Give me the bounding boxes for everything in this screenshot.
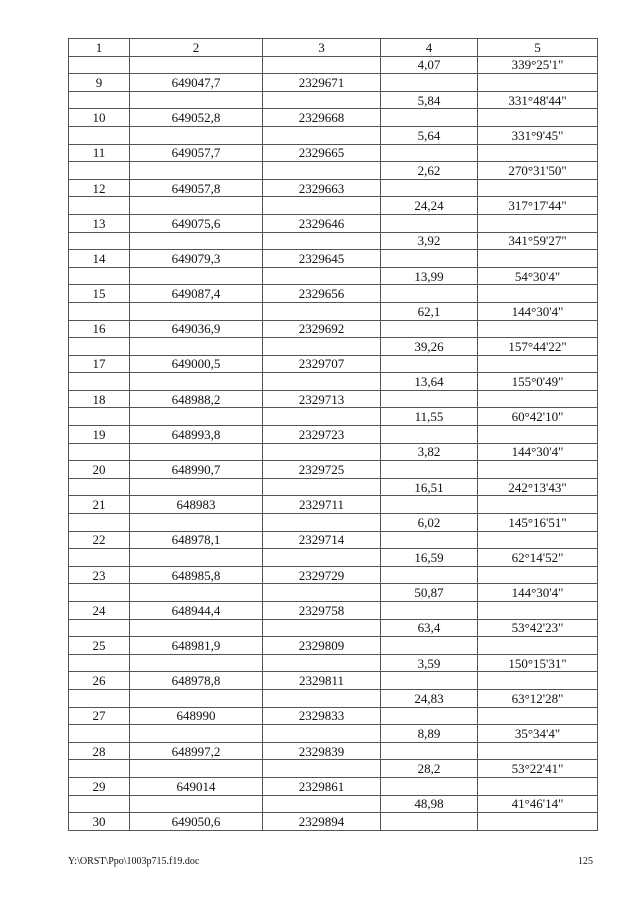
distance-cell: 5,64 <box>381 126 478 144</box>
y-coordinate-cell <box>263 654 381 672</box>
y-coordinate-cell <box>263 197 381 215</box>
bearing-cell <box>478 461 598 479</box>
table-row <box>69 637 598 655</box>
table-row <box>69 56 598 74</box>
distance-cell <box>381 496 478 514</box>
point-number-cell: 15 <box>69 285 130 303</box>
point-number-cell: 25 <box>69 637 130 655</box>
point-number-cell: 10 <box>69 109 130 127</box>
bearing-cell: 53°42'23" <box>478 619 598 637</box>
table-row <box>69 672 598 690</box>
y-coordinate-cell: 2329656 <box>263 285 381 303</box>
bearing-cell <box>478 74 598 92</box>
x-coordinate-cell: 648990 <box>130 707 263 725</box>
distance-cell: 50,87 <box>381 584 478 602</box>
bearing-cell: 270°31'50" <box>478 162 598 180</box>
x-coordinate-cell <box>130 126 263 144</box>
point-number-cell <box>69 584 130 602</box>
point-number-cell <box>69 408 130 426</box>
table-row <box>69 355 598 373</box>
x-coordinate-cell: 648978,1 <box>130 531 263 549</box>
distance-cell <box>381 566 478 584</box>
point-number-cell: 24 <box>69 602 130 620</box>
bearing-cell: 339°25'1" <box>478 56 598 74</box>
column-header: 3 <box>263 39 381 57</box>
distance-cell: 8,89 <box>381 725 478 743</box>
bearing-cell <box>478 355 598 373</box>
distance-cell <box>381 179 478 197</box>
table-row <box>69 619 598 637</box>
coordinates-table <box>68 38 598 831</box>
y-coordinate-cell: 2329723 <box>263 426 381 444</box>
x-coordinate-cell: 648988,2 <box>130 390 263 408</box>
point-number-cell: 23 <box>69 566 130 584</box>
x-coordinate-cell <box>130 162 263 180</box>
distance-cell <box>381 250 478 268</box>
table-row <box>69 197 598 215</box>
x-coordinate-cell: 649057,8 <box>130 179 263 197</box>
distance-cell <box>381 672 478 690</box>
point-number-cell <box>69 91 130 109</box>
bearing-cell: 60°42'10" <box>478 408 598 426</box>
y-coordinate-cell: 2329809 <box>263 637 381 655</box>
table-row <box>69 390 598 408</box>
x-coordinate-cell <box>130 408 263 426</box>
table-row <box>69 443 598 461</box>
x-coordinate-cell <box>130 619 263 637</box>
x-coordinate-cell <box>130 197 263 215</box>
x-coordinate-cell: 648997,2 <box>130 742 263 760</box>
distance-cell: 4,07 <box>381 56 478 74</box>
point-number-cell: 13 <box>69 214 130 232</box>
bearing-cell: 157°44'22" <box>478 338 598 356</box>
point-number-cell <box>69 197 130 215</box>
bearing-cell: 53°22'41" <box>478 760 598 778</box>
x-coordinate-cell <box>130 689 263 707</box>
x-coordinate-cell <box>130 338 263 356</box>
distance-cell <box>381 602 478 620</box>
y-coordinate-cell: 2329663 <box>263 179 381 197</box>
y-coordinate-cell <box>263 689 381 707</box>
bearing-cell <box>478 179 598 197</box>
point-number-cell: 19 <box>69 426 130 444</box>
table-row <box>69 162 598 180</box>
y-coordinate-cell <box>263 373 381 391</box>
x-coordinate-cell <box>130 373 263 391</box>
table-row <box>69 742 598 760</box>
page-number: 125 <box>578 856 593 867</box>
distance-cell: 16,59 <box>381 549 478 567</box>
bearing-cell <box>478 602 598 620</box>
y-coordinate-cell <box>263 267 381 285</box>
y-coordinate-cell <box>263 584 381 602</box>
y-coordinate-cell: 2329646 <box>263 214 381 232</box>
bearing-cell <box>478 109 598 127</box>
distance-cell <box>381 426 478 444</box>
table-row <box>69 373 598 391</box>
bearing-cell: 54°30'4" <box>478 267 598 285</box>
x-coordinate-cell <box>130 478 263 496</box>
bearing-cell: 331°9'45" <box>478 126 598 144</box>
point-number-cell <box>69 232 130 250</box>
point-number-cell: 12 <box>69 179 130 197</box>
point-number-cell: 16 <box>69 320 130 338</box>
x-coordinate-cell: 649079,3 <box>130 250 263 268</box>
table-row <box>69 267 598 285</box>
x-coordinate-cell: 649000,5 <box>130 355 263 373</box>
table-row <box>69 461 598 479</box>
bearing-cell <box>478 144 598 162</box>
table-row <box>69 760 598 778</box>
table-row <box>69 320 598 338</box>
distance-cell <box>381 390 478 408</box>
y-coordinate-cell <box>263 760 381 778</box>
point-number-cell <box>69 338 130 356</box>
y-coordinate-cell <box>263 232 381 250</box>
point-number-cell <box>69 725 130 743</box>
bearing-cell: 331°48'44" <box>478 91 598 109</box>
x-coordinate-cell: 648990,7 <box>130 461 263 479</box>
point-number-cell: 17 <box>69 355 130 373</box>
distance-cell: 39,26 <box>381 338 478 356</box>
x-coordinate-cell: 649052,8 <box>130 109 263 127</box>
table-row <box>69 566 598 584</box>
point-number-cell: 9 <box>69 74 130 92</box>
y-coordinate-cell: 2329668 <box>263 109 381 127</box>
point-number-cell <box>69 267 130 285</box>
y-coordinate-cell <box>263 549 381 567</box>
table-row <box>69 496 598 514</box>
distance-cell: 28,2 <box>381 760 478 778</box>
table-row <box>69 531 598 549</box>
y-coordinate-cell <box>263 56 381 74</box>
table-row <box>69 707 598 725</box>
column-header: 1 <box>69 39 130 57</box>
x-coordinate-cell: 649087,4 <box>130 285 263 303</box>
table-row <box>69 478 598 496</box>
x-coordinate-cell: 649036,9 <box>130 320 263 338</box>
point-number-cell <box>69 126 130 144</box>
y-coordinate-cell: 2329671 <box>263 74 381 92</box>
y-coordinate-cell <box>263 795 381 813</box>
distance-cell <box>381 813 478 831</box>
y-coordinate-cell <box>263 338 381 356</box>
table-row <box>69 74 598 92</box>
distance-cell <box>381 285 478 303</box>
point-number-cell: 26 <box>69 672 130 690</box>
distance-cell: 3,92 <box>381 232 478 250</box>
distance-cell: 3,82 <box>381 443 478 461</box>
distance-cell: 2,62 <box>381 162 478 180</box>
point-number-cell: 27 <box>69 707 130 725</box>
table-row <box>69 514 598 532</box>
point-number-cell: 28 <box>69 742 130 760</box>
distance-cell <box>381 777 478 795</box>
y-coordinate-cell: 2329713 <box>263 390 381 408</box>
y-coordinate-cell <box>263 126 381 144</box>
distance-cell: 24,24 <box>381 197 478 215</box>
point-number-cell <box>69 478 130 496</box>
distance-cell <box>381 320 478 338</box>
y-coordinate-cell <box>263 514 381 532</box>
table-row <box>69 813 598 831</box>
bearing-cell: 242°13'43" <box>478 478 598 496</box>
table-row <box>69 549 598 567</box>
distance-cell: 3,59 <box>381 654 478 672</box>
table-row <box>69 179 598 197</box>
point-number-cell <box>69 162 130 180</box>
bearing-cell <box>478 285 598 303</box>
point-number-cell: 14 <box>69 250 130 268</box>
table-row <box>69 777 598 795</box>
bearing-cell: 150°15'31" <box>478 654 598 672</box>
column-header: 5 <box>478 39 598 57</box>
y-coordinate-cell: 2329714 <box>263 531 381 549</box>
x-coordinate-cell <box>130 584 263 602</box>
table-header-row <box>69 39 598 57</box>
point-number-cell <box>69 514 130 532</box>
bearing-cell <box>478 390 598 408</box>
bearing-cell: 317°17'44" <box>478 197 598 215</box>
point-number-cell: 22 <box>69 531 130 549</box>
point-number-cell: 18 <box>69 390 130 408</box>
y-coordinate-cell: 2329839 <box>263 742 381 760</box>
y-coordinate-cell: 2329665 <box>263 144 381 162</box>
bearing-cell <box>478 320 598 338</box>
y-coordinate-cell: 2329861 <box>263 777 381 795</box>
table-row <box>69 654 598 672</box>
column-header: 4 <box>381 39 478 57</box>
y-coordinate-cell: 2329711 <box>263 496 381 514</box>
point-number-cell: 30 <box>69 813 130 831</box>
bearing-cell: 341°59'27" <box>478 232 598 250</box>
distance-cell <box>381 461 478 479</box>
distance-cell: 13,64 <box>381 373 478 391</box>
bearing-cell <box>478 777 598 795</box>
bearing-cell: 145°16'51" <box>478 514 598 532</box>
y-coordinate-cell: 2329811 <box>263 672 381 690</box>
x-coordinate-cell: 648993,8 <box>130 426 263 444</box>
document-path: Y:\ORST\Ppo\1003p715.f19.doc <box>68 856 200 867</box>
y-coordinate-cell <box>263 91 381 109</box>
bearing-cell: 144°30'4" <box>478 443 598 461</box>
table-row <box>69 285 598 303</box>
bearing-cell <box>478 250 598 268</box>
y-coordinate-cell: 2329707 <box>263 355 381 373</box>
bearing-cell <box>478 707 598 725</box>
y-coordinate-cell <box>263 162 381 180</box>
table-row <box>69 602 598 620</box>
x-coordinate-cell: 648981,9 <box>130 637 263 655</box>
point-number-cell <box>69 795 130 813</box>
distance-cell <box>381 109 478 127</box>
y-coordinate-cell: 2329833 <box>263 707 381 725</box>
point-number-cell <box>69 373 130 391</box>
y-coordinate-cell <box>263 619 381 637</box>
bearing-cell <box>478 742 598 760</box>
distance-cell <box>381 355 478 373</box>
distance-cell: 16,51 <box>381 478 478 496</box>
y-coordinate-cell: 2329758 <box>263 602 381 620</box>
point-number-cell <box>69 549 130 567</box>
distance-cell <box>381 214 478 232</box>
distance-cell: 63,4 <box>381 619 478 637</box>
x-coordinate-cell <box>130 302 263 320</box>
distance-cell: 5,84 <box>381 91 478 109</box>
table-row <box>69 91 598 109</box>
distance-cell: 48,98 <box>381 795 478 813</box>
table-row <box>69 214 598 232</box>
column-header: 2 <box>130 39 263 57</box>
point-number-cell <box>69 56 130 74</box>
y-coordinate-cell: 2329894 <box>263 813 381 831</box>
bearing-cell: 35°34'4" <box>478 725 598 743</box>
table-row <box>69 584 598 602</box>
y-coordinate-cell <box>263 443 381 461</box>
bearing-cell <box>478 426 598 444</box>
point-number-cell: 20 <box>69 461 130 479</box>
x-coordinate-cell: 648985,8 <box>130 566 263 584</box>
bearing-cell <box>478 496 598 514</box>
point-number-cell <box>69 654 130 672</box>
distance-cell <box>381 742 478 760</box>
y-coordinate-cell <box>263 725 381 743</box>
table-row <box>69 232 598 250</box>
distance-cell <box>381 531 478 549</box>
y-coordinate-cell: 2329725 <box>263 461 381 479</box>
x-coordinate-cell <box>130 232 263 250</box>
point-number-cell: 29 <box>69 777 130 795</box>
table-row <box>69 144 598 162</box>
bearing-cell: 144°30'4" <box>478 302 598 320</box>
distance-cell: 6,02 <box>381 514 478 532</box>
bearing-cell: 144°30'4" <box>478 584 598 602</box>
x-coordinate-cell: 649047,7 <box>130 74 263 92</box>
table-row <box>69 338 598 356</box>
x-coordinate-cell: 648983 <box>130 496 263 514</box>
table-row <box>69 795 598 813</box>
point-number-cell: 11 <box>69 144 130 162</box>
table-row <box>69 689 598 707</box>
point-number-cell <box>69 689 130 707</box>
table-row <box>69 126 598 144</box>
x-coordinate-cell <box>130 549 263 567</box>
y-coordinate-cell: 2329645 <box>263 250 381 268</box>
table-row <box>69 109 598 127</box>
point-number-cell <box>69 619 130 637</box>
x-coordinate-cell: 649057,7 <box>130 144 263 162</box>
x-coordinate-cell: 648944,4 <box>130 602 263 620</box>
x-coordinate-cell <box>130 795 263 813</box>
bearing-cell: 62°14'52" <box>478 549 598 567</box>
bearing-cell: 63°12'28" <box>478 689 598 707</box>
x-coordinate-cell <box>130 760 263 778</box>
x-coordinate-cell <box>130 514 263 532</box>
distance-cell: 62,1 <box>381 302 478 320</box>
distance-cell: 11,55 <box>381 408 478 426</box>
bearing-cell: 155°0'49" <box>478 373 598 391</box>
y-coordinate-cell: 2329692 <box>263 320 381 338</box>
x-coordinate-cell <box>130 725 263 743</box>
bearing-cell <box>478 637 598 655</box>
bearing-cell: 41°46'14" <box>478 795 598 813</box>
x-coordinate-cell <box>130 267 263 285</box>
bearing-cell <box>478 566 598 584</box>
table-row <box>69 725 598 743</box>
bearing-cell <box>478 214 598 232</box>
x-coordinate-cell: 649050,6 <box>130 813 263 831</box>
table-row <box>69 302 598 320</box>
distance-cell: 24,83 <box>381 689 478 707</box>
point-number-cell <box>69 760 130 778</box>
y-coordinate-cell <box>263 408 381 426</box>
table-row <box>69 408 598 426</box>
point-number-cell: 21 <box>69 496 130 514</box>
point-number-cell <box>69 443 130 461</box>
bearing-cell <box>478 672 598 690</box>
table-row <box>69 250 598 268</box>
distance-cell <box>381 74 478 92</box>
distance-cell: 13,99 <box>381 267 478 285</box>
y-coordinate-cell <box>263 478 381 496</box>
y-coordinate-cell <box>263 302 381 320</box>
x-coordinate-cell <box>130 91 263 109</box>
x-coordinate-cell: 649075,6 <box>130 214 263 232</box>
point-number-cell <box>69 302 130 320</box>
x-coordinate-cell <box>130 56 263 74</box>
x-coordinate-cell: 649014 <box>130 777 263 795</box>
x-coordinate-cell <box>130 443 263 461</box>
bearing-cell <box>478 531 598 549</box>
y-coordinate-cell: 2329729 <box>263 566 381 584</box>
bearing-cell <box>478 813 598 831</box>
distance-cell <box>381 707 478 725</box>
x-coordinate-cell <box>130 654 263 672</box>
distance-cell <box>381 144 478 162</box>
x-coordinate-cell: 648978,8 <box>130 672 263 690</box>
distance-cell <box>381 637 478 655</box>
table-row <box>69 426 598 444</box>
